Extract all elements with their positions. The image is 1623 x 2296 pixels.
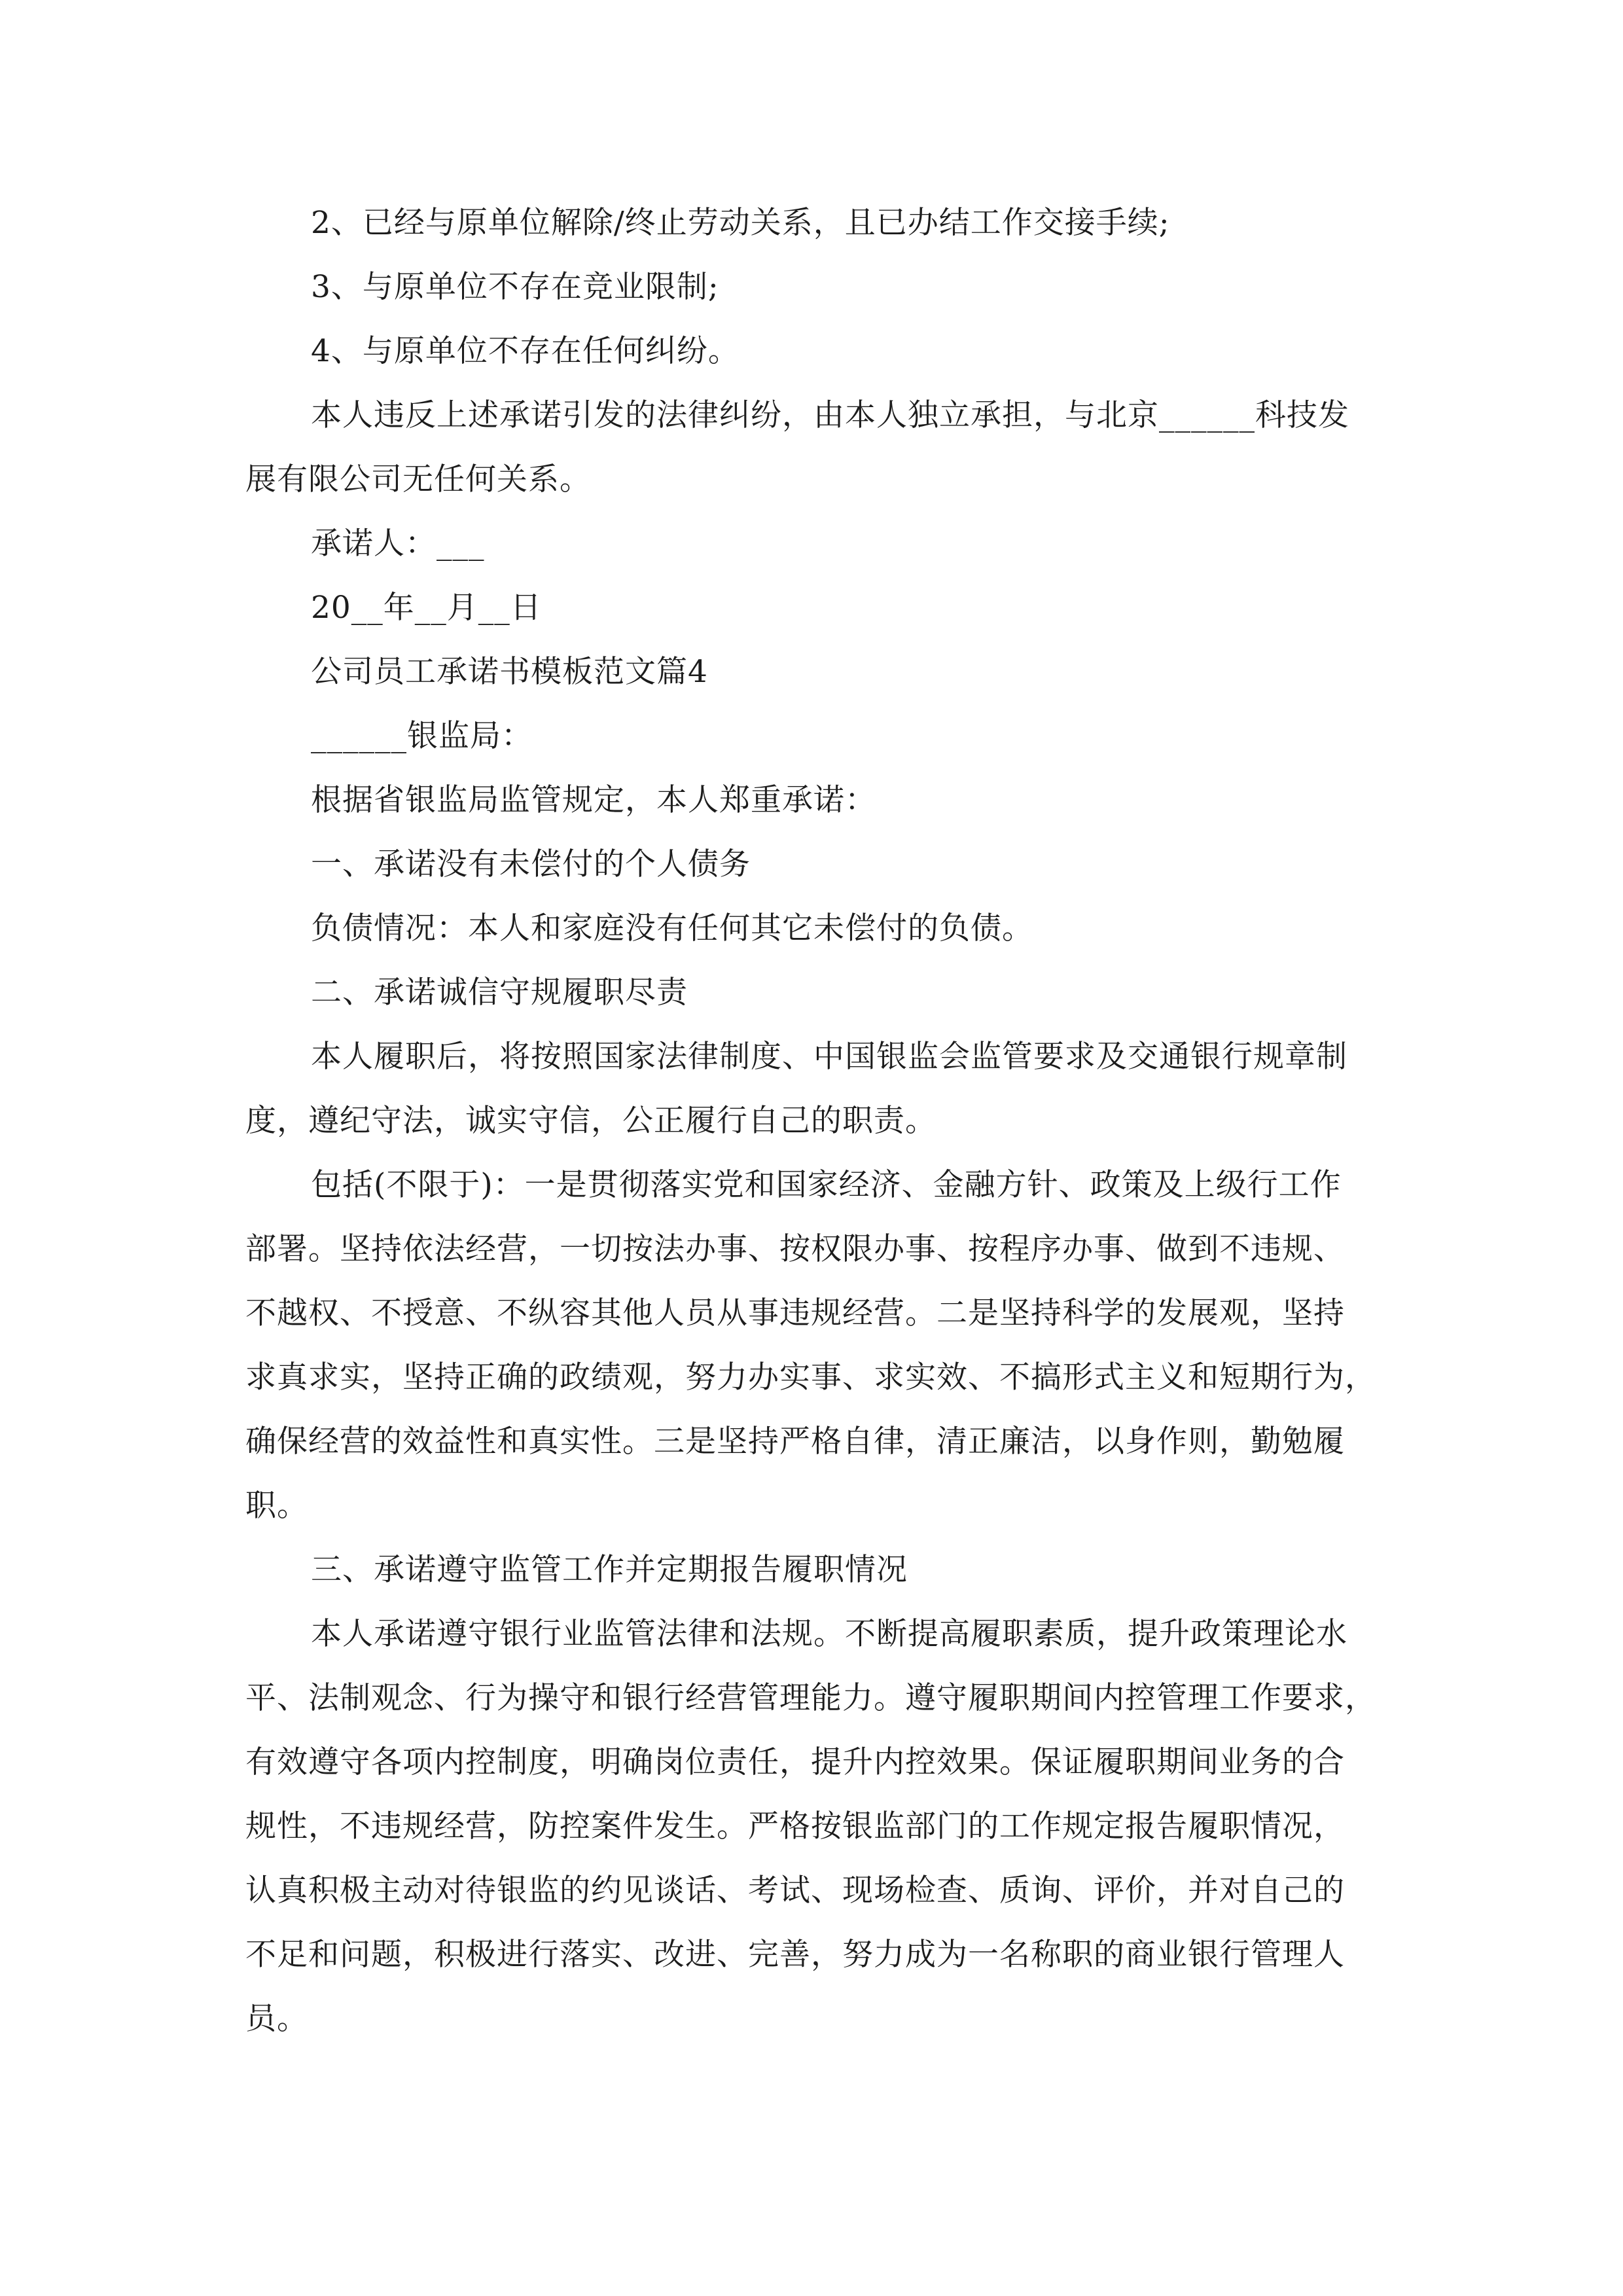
liability-paragraph-line-2: 展有限公司无任何关系。 [245, 461, 591, 497]
compliance-paragraph-line-2: 平、法制观念、行为操守和银行经营管理能力。遵守履职期间内控管理工作要求， [245, 1680, 1376, 1716]
item-4: 4、与原单位不存在任何纠纷。 [311, 333, 740, 369]
includes-paragraph-line-2: 部署。坚持依法经营，一切按法办事、按权限办事、按程序办事、做到不违规、 [245, 1231, 1345, 1267]
compliance-paragraph-line-4: 规性，不违规经营，防控案件发生。严格按银监部门的工作规定报告履职情况， [245, 1808, 1345, 1844]
date-line: 20__年__月__日 [311, 590, 542, 626]
heading-three: 三、承诺遵守监管工作并定期报告履职情况 [311, 1552, 908, 1588]
compliance-paragraph-line-5: 认真积极主动对待银监的约见谈话、考试、现场检查、质询、评价，并对自己的 [245, 1873, 1345, 1909]
section-title: 公司员工承诺书模板范文篇4 [311, 654, 708, 690]
intro-line: 根据省银监局监管规定，本人郑重承诺： [311, 782, 876, 818]
duty-paragraph-line-2: 度，遵纪守法，诚实守信，公正履行自己的职责。 [245, 1103, 936, 1139]
item-3: 3、与原单位不存在竞业限制; [311, 269, 719, 305]
compliance-paragraph-line-6: 不足和问题，积极进行落实、改进、完善，努力成为一名称职的商业银行管理人 [245, 1937, 1345, 1973]
compliance-paragraph-line-3: 有效遵守各项内控制度，明确岗位责任，提升内控效果。保证履职期间业务的合 [245, 1744, 1345, 1780]
item-2: 2、已经与原单位解除/终止劳动关系，且已办结工作交接手续; [311, 205, 1170, 241]
liability-paragraph-line-1: 本人违反上述承诺引发的法律纠纷，由本人独立承担，与北京______科技发 [311, 397, 1349, 433]
compliance-paragraph-line-7: 员。 [245, 2001, 308, 2037]
addressee-line: ______银监局： [311, 718, 533, 754]
debt-status-line: 负债情况：本人和家庭没有任何其它未偿付的负债。 [311, 910, 1033, 946]
signer-line: 承诺人：___ [311, 526, 485, 562]
duty-paragraph-line-1: 本人履职后，将按照国家法律制度、中国银监会监管要求及交通银行规章制 [311, 1039, 1347, 1075]
document-body [245, 191, 1381, 2051]
heading-one: 一、承诺没有未偿付的个人债务 [311, 846, 751, 882]
compliance-paragraph-line-1: 本人承诺遵守银行业监管法律和法规。不断提高履职素质，提升政策理论水 [311, 1616, 1347, 1652]
includes-paragraph-line-5: 确保经营的效益性和真实性。三是坚持严格自律，清正廉洁，以身作则，勤勉履 [245, 1424, 1345, 1460]
includes-paragraph-line-4: 求真求实，坚持正确的政绩观，努力办实事、求实效、不搞形式主义和短期行为， [245, 1359, 1376, 1395]
heading-two: 二、承诺诚信守规履职尽责 [311, 975, 688, 1011]
includes-paragraph-line-1: 包括(不限于)：一是贯彻落实党和国家经济、金融方针、政策及上级行工作 [311, 1167, 1342, 1203]
includes-paragraph-line-3: 不越权、不授意、不纵容其他人员从事违规经营。二是坚持科学的发展观，坚持 [245, 1295, 1345, 1331]
includes-paragraph-line-6: 职。 [245, 1488, 308, 1524]
